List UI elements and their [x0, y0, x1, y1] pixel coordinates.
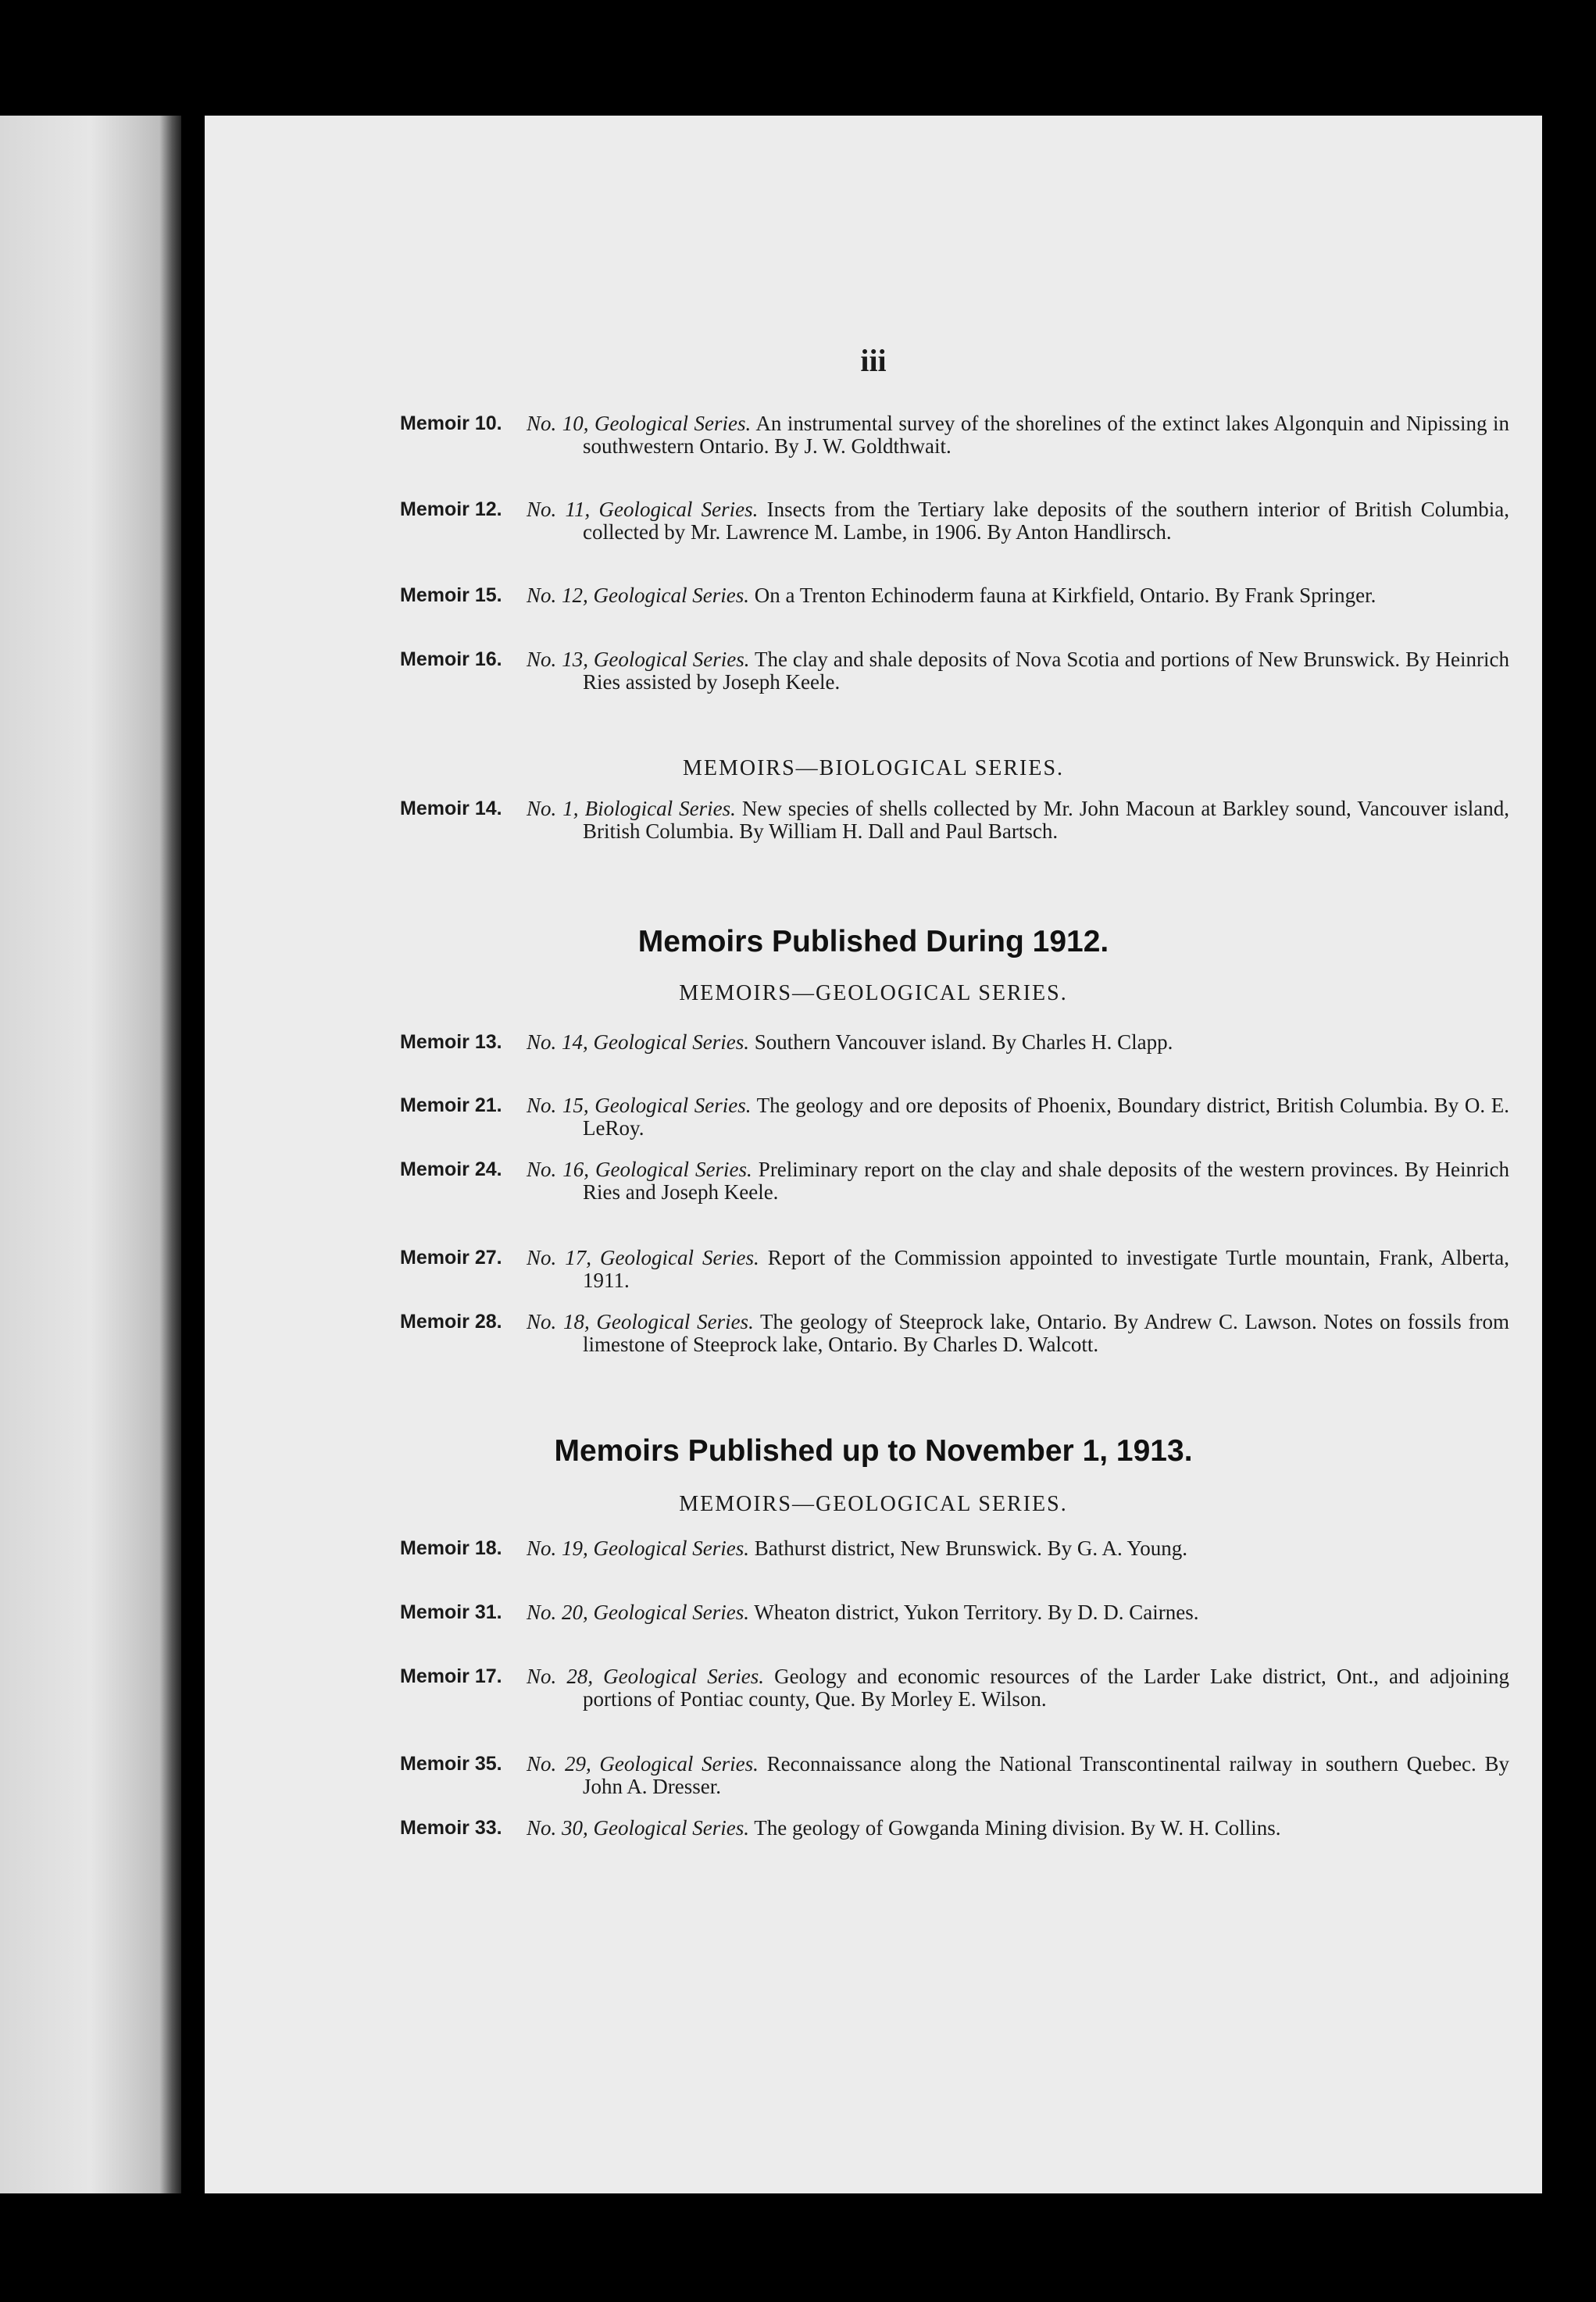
- memoir-label: Memoir 28.: [400, 1311, 502, 1333]
- section-subheading: MEMOIRS—GEOLOGICAL SERIES.: [679, 981, 1068, 1005]
- memoir-label: Memoir 33.: [400, 1817, 502, 1839]
- memoir-description: Report of the Commission appointed to investigate Turtle mountain, Frank, Alberta, 1911.: [583, 1246, 1510, 1292]
- list-item: [400, 1817, 1509, 1840]
- memoir-description: The geology and ore deposits of Phoenix, Boundary district, British Columbia. By O. E. LeRoy.: [583, 1094, 1509, 1140]
- memoir-description: Reconnaissance along the National Transcontinental railway in southern Quebec. By John A. Dresser.: [583, 1752, 1510, 1798]
- series-number: No. 28, Geological Series.: [527, 1665, 764, 1688]
- memoir-description: The geology of Gowganda Mining division. By W. H. Collins.: [754, 1816, 1281, 1840]
- memoir-label: Memoir 13.: [400, 1031, 502, 1053]
- list-item: [400, 1094, 1509, 1140]
- series-number: No. 1, Biological Series.: [527, 797, 736, 820]
- series-number: No. 14, Geological Series.: [527, 1030, 749, 1054]
- memoir-label: Memoir 17.: [400, 1665, 502, 1687]
- memoir-description: On a Trenton Echinoderm fauna at Kirkfield, Ontario. By Frank Springer.: [754, 584, 1376, 607]
- memoir-description: The geology of Steeprock lake, Ontario. By Andrew C. Lawson. Notes on fossils from limestone of Steeprock lake, Ontario. By Charles D. Walcott.: [583, 1310, 1509, 1356]
- list-item: [400, 1247, 1509, 1292]
- memoir-description: The clay and shale deposits of Nova Scotia and portions of New Brunswick. By Heinrich Ries assisted by Joseph Keele.: [583, 648, 1509, 694]
- list-item: [400, 1311, 1509, 1356]
- list-item: [400, 648, 1509, 694]
- list-item: [400, 1601, 1509, 1624]
- section-heading: Memoirs Published up to November 1, 1913.: [554, 1434, 1193, 1468]
- memoir-label: Memoir 15.: [400, 584, 502, 606]
- list-item: [400, 798, 1509, 843]
- section-subheading: MEMOIRS—GEOLOGICAL SERIES.: [679, 1492, 1068, 1516]
- memoir-description: New species of shells collected by Mr. John Macoun at Barkley sound, Vancouver island, British Columbia. By William H. Dall and Paul Bartsch.: [583, 797, 1509, 843]
- series-number: No. 20, Geological Series.: [527, 1601, 749, 1624]
- memoir-label: Memoir 27.: [400, 1247, 502, 1269]
- memoir-description: Southern Vancouver island. By Charles H. Clapp.: [754, 1030, 1173, 1054]
- list-item: [400, 584, 1509, 607]
- memoir-description: Bathurst district, New Brunswick. By G. A. Young.: [754, 1536, 1187, 1560]
- list-item: [400, 1031, 1509, 1054]
- facing-page-edge: [0, 116, 181, 2193]
- memoir-label: Memoir 31.: [400, 1601, 502, 1623]
- memoir-label: Memoir 14.: [400, 798, 502, 819]
- series-number: No. 10, Geological Series.: [527, 412, 752, 435]
- memoir-label: Memoir 35.: [400, 1753, 502, 1775]
- series-number: No. 29, Geological Series.: [527, 1752, 759, 1776]
- series-number: No. 30, Geological Series.: [527, 1816, 749, 1840]
- series-number: No. 15, Geological Series.: [527, 1094, 752, 1117]
- series-number: No. 18, Geological Series.: [527, 1310, 754, 1333]
- memoir-label: Memoir 21.: [400, 1094, 502, 1116]
- series-number: No. 13, Geological Series.: [527, 648, 750, 671]
- series-number: No. 16, Geological Series.: [527, 1158, 752, 1181]
- memoir-label: Memoir 18.: [400, 1537, 502, 1559]
- list-item: [400, 498, 1509, 544]
- memoir-description: Preliminary report on the clay and shale deposits of the western provinces. By Heinrich Ries and Joseph Keele.: [583, 1158, 1509, 1204]
- list-item: [400, 412, 1509, 458]
- memoir-description: Wheaton district, Yukon Territory. By D. D. Cairnes.: [754, 1601, 1199, 1624]
- memoir-label: Memoir 10.: [400, 412, 502, 434]
- series-number: No. 17, Geological Series.: [527, 1246, 759, 1269]
- list-item: [400, 1537, 1509, 1560]
- section-subheading: MEMOIRS—BIOLOGICAL SERIES.: [682, 756, 1065, 780]
- memoir-label: Memoir 16.: [400, 648, 502, 670]
- memoir-label: Memoir 12.: [400, 498, 502, 520]
- list-item: [400, 1665, 1509, 1711]
- memoir-description: Insects from the Tertiary lake deposits of the southern interior of British Columbia, collected by Mr. Lawrence M. Lambe, in 1906. By Anton Handlirsch.: [583, 498, 1510, 544]
- memoir-description: An instrumental survey of the shorelines of the extinct lakes Algonquin and Nipissing in southwestern Ontario. By J. W. Goldthwait.: [583, 412, 1510, 458]
- document-page: [205, 116, 1542, 2193]
- series-number: No. 11, Geological Series.: [527, 498, 759, 521]
- list-item: [400, 1753, 1509, 1798]
- section-heading: Memoirs Published During 1912.: [637, 925, 1109, 958]
- page-number: iii: [860, 343, 887, 378]
- memoir-description: Geology and economic resources of the Larder Lake district, Ont., and adjoining portions of Pontiac county, Que. By Morley E. Wilson.: [583, 1665, 1510, 1711]
- series-number: No. 12, Geological Series.: [527, 584, 749, 607]
- memoir-label: Memoir 24.: [400, 1158, 502, 1180]
- list-item: [400, 1158, 1509, 1204]
- series-number: No. 19, Geological Series.: [527, 1536, 749, 1560]
